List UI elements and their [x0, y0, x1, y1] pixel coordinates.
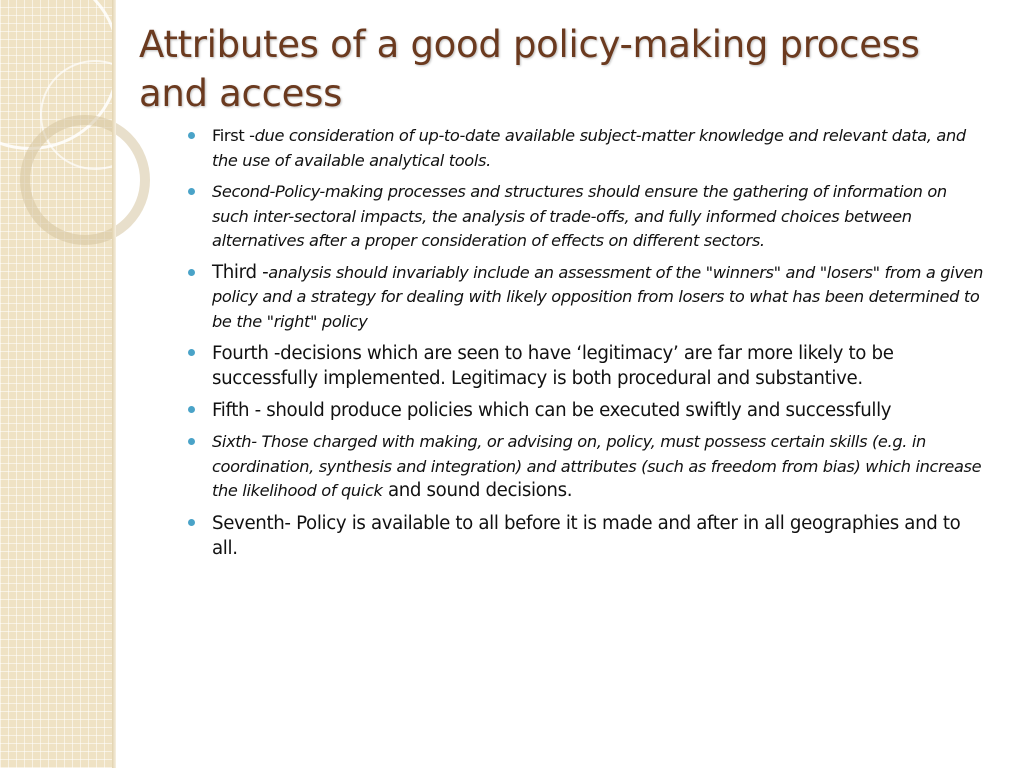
bullet-lead: Seventh- Policy is available to all before it is made and after in all geographies and to all.: [212, 512, 961, 559]
bullet-body: Sixth- Those charged with making, or advising on, policy, must possess certain skills (e.g. in coordination, synthesis and integration) and attributes (such as freedom from bias) which increase the likelihood of quick: [212, 432, 982, 500]
decorative-side-band: [0, 0, 112, 768]
bullet-item-fifth: [186, 398, 986, 423]
decorative-ring: [20, 115, 150, 245]
bullet-item-seventh: [186, 511, 986, 561]
side-band-edge: [112, 0, 116, 768]
bullet-lead: Fifth - should produce policies which can be executed swiftly and successfully: [212, 400, 892, 421]
bullet-body: analysis should invariably include an assessment of the "winners" and "losers" from a given policy and a strategy for dealing with likely opposition from losers to what has been determined to be the "right" policy: [212, 262, 984, 331]
bullet-lead: Fourth -decisions which are seen to have ‘legitimacy’ are far more likely to be successfully implemented. Legitimacy is both procedural and substantive.: [212, 343, 894, 389]
bullet-list: [186, 124, 986, 568]
bullet-item-third: [186, 261, 986, 335]
bullet-body: due consideration of up-to-date available subject-matter knowledge and relevant data, and the use of available analytical tools.: [212, 126, 966, 170]
bullet-item-sixth: [186, 430, 986, 504]
bullet-item-second: [186, 180, 986, 254]
bullet-tail: and sound decisions.: [382, 480, 573, 501]
bullet-item-first: [186, 124, 986, 173]
bullet-body: Second-Policy-making processes and structures should ensure the gathering of information on such inter-sectoral impacts, the analysis of trade-offs, and fully informed choices between alternatives after a proper consideration of effects on different sectors.: [212, 182, 947, 250]
bullet-lead: First -: [212, 126, 255, 145]
slide-title: Attributes of a good policy-making process and access: [139, 23, 920, 115]
bullet-lead: Third -: [212, 261, 269, 283]
bullet-item-fourth: [186, 341, 986, 391]
